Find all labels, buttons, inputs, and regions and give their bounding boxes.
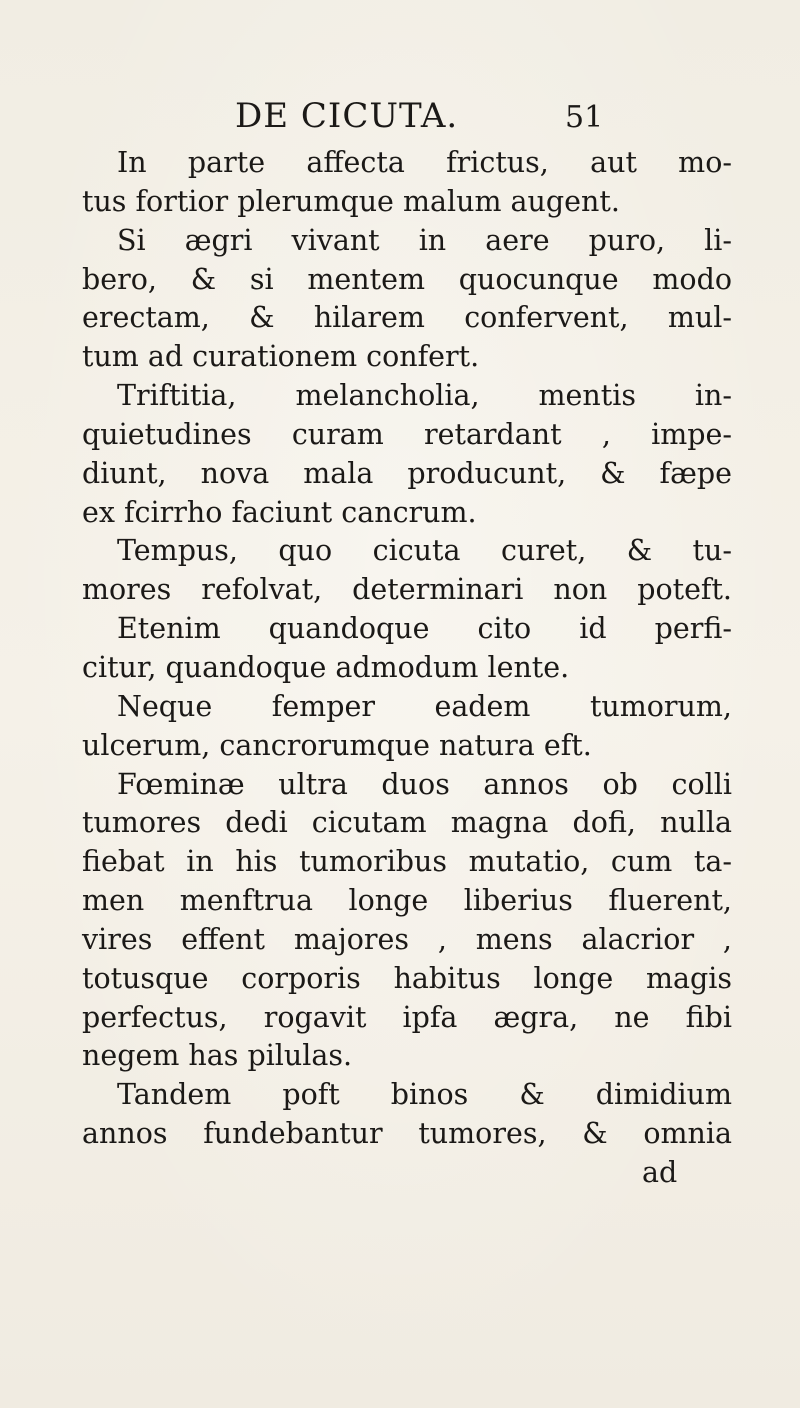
text-line: Si ægri vivant in aere puro, li- — [117, 223, 732, 257]
text-line: Tempus, quo cicuta curet, & tu- — [117, 534, 732, 568]
text-line: Etenim quandoque cito id perfi- — [117, 612, 732, 646]
page-header — [235, 96, 604, 136]
text-line: negem has pilulas. — [82, 1039, 353, 1073]
text-line: mores refolvat, determinari non poteft. — [82, 573, 732, 607]
catchword: ad — [642, 1155, 678, 1189]
text-line: erectam, & hilarem confervent, mul- — [82, 301, 732, 335]
text-line: Neque femper eadem tumorum, — [117, 689, 732, 723]
text-line: totusque corporis habitus longe magis — [82, 961, 732, 995]
text-line: tus fortior plerumque malum augent. — [82, 184, 620, 218]
text-line: ulcerum, cancrorumque natura eft. — [82, 728, 592, 762]
page-number: 51 — [565, 100, 604, 135]
text-line: vires effent majores , mens alacrior , — [82, 922, 732, 956]
text-line: Fœminæ ultra duos annos ob colli — [117, 767, 732, 801]
text-line: quietudines curam retardant , impe- — [82, 417, 732, 451]
text-line: diunt, nova mala producunt, & fæpe — [82, 456, 732, 490]
text-line: citur, quandoque admodum lente. — [82, 650, 570, 684]
text-line: Tandem poft binos & dimidium — [117, 1078, 732, 1112]
text-line: tumores dedi cicutam magna dofi, nulla — [82, 806, 732, 840]
text-line: tum ad curationem confert. — [82, 340, 480, 374]
text-line: perfectus, rogavit ipfa ægra, ne fibi — [82, 1000, 732, 1034]
text-line: men menftrua longe liberius fluerent, — [82, 884, 732, 918]
running-head: DE CICUTA. — [235, 96, 459, 136]
text-line: fiebat in his tumoribus mutatio, cum ta- — [82, 845, 732, 879]
text-line: annos fundebantur tumores, & omnia — [82, 1117, 732, 1151]
text-line: Triftitia, melancholia, mentis in- — [117, 379, 732, 413]
text-line: bero, & si mentem quocunque modo — [82, 262, 732, 296]
body-text — [82, 144, 732, 1193]
text-line: ex fcirrho faciunt cancrum. — [82, 495, 477, 529]
text-line: In parte affecta frictus, aut mo- — [117, 146, 732, 179]
